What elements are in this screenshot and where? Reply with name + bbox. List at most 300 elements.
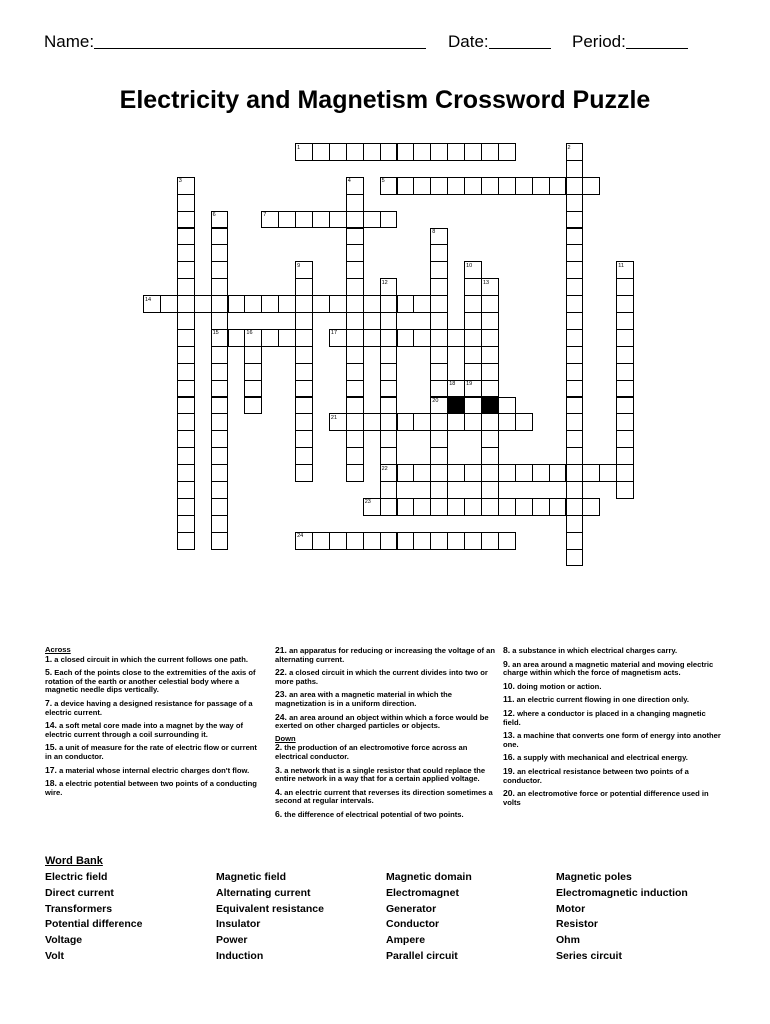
grid-cell[interactable] (211, 312, 229, 330)
grid-cell[interactable] (616, 278, 634, 296)
clue-item (275, 788, 497, 806)
grid-cell[interactable] (380, 143, 398, 161)
grid-cell[interactable] (244, 346, 262, 364)
grid-cell[interactable] (177, 397, 195, 415)
clue-text: an area around an object within which a force would be exerted on other charged particles or objects. (275, 712, 489, 731)
grid-cell[interactable] (430, 464, 448, 482)
clue-num: 12. (503, 707, 515, 718)
grid-cell[interactable] (430, 312, 448, 330)
grid-cell[interactable] (346, 244, 364, 262)
grid-cell[interactable] (177, 413, 195, 431)
grid-cell[interactable] (244, 380, 262, 398)
grid-cell[interactable] (346, 143, 364, 161)
clue-item (275, 743, 497, 761)
grid-cell[interactable] (211, 295, 229, 313)
grid-cell[interactable] (346, 261, 364, 279)
grid-cell[interactable] (346, 194, 364, 212)
grid-cell[interactable] (380, 397, 398, 415)
grid-cell[interactable] (261, 329, 279, 347)
grid-cell[interactable] (346, 211, 364, 229)
grid-cell[interactable] (177, 380, 195, 398)
grid-cell[interactable] (566, 363, 584, 381)
grid-cell[interactable] (211, 346, 229, 364)
grid-cell[interactable] (177, 447, 195, 465)
grid-cell[interactable] (430, 329, 448, 347)
grid-cell[interactable] (481, 143, 499, 161)
grid-cell[interactable] (261, 295, 279, 313)
clue-number: 19 (466, 381, 473, 388)
grid-cell[interactable] (346, 413, 364, 431)
clue-text: an electromotive force or potential difference used in volts (503, 789, 709, 807)
grid-cell[interactable] (616, 481, 634, 499)
word-bank-item: Resistor (556, 918, 599, 931)
grid-cell[interactable] (346, 464, 364, 482)
word-bank-item: Direct current (45, 886, 114, 899)
clue-text: a supply with mechanical and electrical energy. (514, 753, 688, 763)
clue-text: the production of an electromotive force across an electrical conductor. (275, 743, 468, 761)
grid-cell[interactable] (447, 413, 465, 431)
grid-cell[interactable] (447, 329, 465, 347)
grid-cell[interactable] (515, 177, 533, 195)
grid-cell[interactable] (380, 532, 398, 550)
grid-cell[interactable] (616, 430, 634, 448)
clue-number: 5 (381, 178, 385, 185)
grid-cell[interactable] (481, 177, 499, 195)
grid-cell[interactable] (397, 464, 415, 482)
grid-cell[interactable] (397, 143, 415, 161)
clue-number: 24 (297, 533, 304, 540)
grid-cell[interactable] (177, 228, 195, 246)
grid-cell[interactable] (616, 447, 634, 465)
grid-cell[interactable] (211, 397, 229, 415)
grid-cell[interactable] (566, 228, 584, 246)
clue-num: 14. (45, 720, 57, 731)
down-clues-col3 (503, 646, 725, 811)
grid-cell[interactable] (430, 481, 448, 499)
grid-cell[interactable] (211, 228, 229, 246)
grid-cell[interactable] (312, 532, 330, 550)
grid-cell[interactable] (211, 261, 229, 279)
grid-cell[interactable] (566, 177, 584, 195)
grid-cell[interactable] (329, 532, 347, 550)
grid-cell[interactable] (295, 430, 313, 448)
grid-cell[interactable] (481, 532, 499, 550)
grid-cell[interactable] (464, 397, 482, 415)
grid-cell[interactable] (177, 244, 195, 262)
grid-cell[interactable] (464, 312, 482, 330)
grid-cell[interactable] (566, 447, 584, 465)
grid-cell[interactable] (295, 464, 313, 482)
grid-cell[interactable] (498, 413, 516, 431)
grid-cell[interactable] (346, 447, 364, 465)
grid-cell[interactable] (447, 464, 465, 482)
grid-cell[interactable] (447, 498, 465, 516)
grid-cell[interactable] (566, 278, 584, 296)
grid-cell[interactable] (566, 549, 584, 567)
grid-cell[interactable] (346, 363, 364, 381)
grid-cell[interactable] (228, 329, 246, 347)
grid-cell[interactable] (464, 464, 482, 482)
word-bank-item: Volt (45, 949, 65, 962)
grid-cell[interactable] (211, 532, 229, 550)
grid-cell[interactable] (380, 295, 398, 313)
grid-cell[interactable] (430, 244, 448, 262)
clue-number: 13 (483, 279, 490, 286)
grid-cell[interactable] (447, 143, 465, 161)
grid-cell[interactable] (194, 295, 212, 313)
grid-cell[interactable] (616, 312, 634, 330)
grid-cell[interactable] (430, 177, 448, 195)
grid-cell[interactable] (346, 346, 364, 364)
grid-cell[interactable] (498, 532, 516, 550)
grid-cell[interactable] (616, 329, 634, 347)
grid-cell[interactable] (211, 278, 229, 296)
grid-cell[interactable] (616, 397, 634, 415)
grid-cell[interactable] (397, 295, 415, 313)
grid-cell[interactable] (211, 430, 229, 448)
clue-text: a soft metal core made into a magnet by the way of electric current through a coil surrounding it. (45, 721, 244, 739)
grid-cell[interactable] (481, 329, 499, 347)
clue-num: 10. (503, 680, 515, 691)
grid-cell[interactable] (177, 312, 195, 330)
grid-cell[interactable] (566, 481, 584, 499)
grid-cell[interactable] (312, 143, 330, 161)
grid-cell[interactable] (464, 143, 482, 161)
grid-cell[interactable] (397, 413, 415, 431)
clue-number: 21 (330, 414, 338, 421)
grid-cell[interactable] (447, 177, 465, 195)
black-cell (447, 397, 465, 415)
grid-cell[interactable] (566, 430, 584, 448)
grid-cell[interactable] (532, 498, 550, 516)
word-bank-item: Magnetic domain (386, 871, 472, 883)
grid-cell[interactable] (566, 312, 584, 330)
grid-cell[interactable] (295, 211, 313, 229)
grid-cell[interactable] (481, 312, 499, 330)
grid-cell[interactable] (430, 295, 448, 313)
grid-cell[interactable] (515, 413, 533, 431)
grid-cell[interactable] (566, 211, 584, 229)
grid-cell[interactable] (380, 211, 398, 229)
grid-cell[interactable] (464, 498, 482, 516)
grid-cell[interactable] (413, 464, 431, 482)
grid-cell[interactable] (464, 177, 482, 195)
grid-cell[interactable] (211, 380, 229, 398)
grid-cell[interactable] (211, 447, 229, 465)
clue-number: 10 (466, 262, 473, 269)
grid-cell[interactable] (481, 295, 499, 313)
grid-cell[interactable] (498, 143, 516, 161)
clue-text: an electric current that reverses its direction sometimes a second at regular intervals. (275, 787, 493, 806)
clue-text: a substance in which electrical charges carry. (510, 646, 678, 655)
grid-cell[interactable] (244, 397, 262, 415)
clue-num: 17. (45, 764, 57, 775)
grid-cell[interactable] (211, 363, 229, 381)
grid-cell[interactable] (312, 295, 330, 313)
grid-cell[interactable] (582, 498, 600, 516)
clue-item (503, 731, 725, 749)
grid-cell[interactable] (481, 413, 499, 431)
clue-text: an electrical resistance between two points of a conductor. (503, 766, 689, 785)
clue-number: 2 (567, 144, 571, 151)
grid-cell[interactable] (566, 346, 584, 364)
grid-cell[interactable] (616, 413, 634, 431)
grid-cell[interactable] (498, 464, 516, 482)
clue-num: 21. (275, 645, 287, 655)
grid-cell[interactable] (177, 430, 195, 448)
grid-cell[interactable] (380, 447, 398, 465)
grid-cell[interactable] (278, 295, 296, 313)
grid-cell[interactable] (211, 481, 229, 499)
grid-cell[interactable] (177, 532, 195, 550)
grid-cell[interactable] (413, 532, 431, 550)
clue-item (275, 668, 497, 686)
grid-cell[interactable] (464, 346, 482, 364)
grid-cell[interactable] (566, 532, 584, 550)
grid-cell[interactable] (295, 295, 313, 313)
grid-cell[interactable] (177, 194, 195, 212)
grid-cell[interactable] (346, 430, 364, 448)
grid-cell[interactable] (430, 447, 448, 465)
grid-cell[interactable] (532, 177, 550, 195)
grid-cell[interactable] (295, 278, 313, 296)
grid-cell[interactable] (481, 481, 499, 499)
grid-cell[interactable] (244, 363, 262, 381)
grid-cell[interactable] (380, 430, 398, 448)
grid-cell[interactable] (566, 261, 584, 279)
grid-cell[interactable] (566, 413, 584, 431)
clue-num: 11. (503, 694, 515, 705)
grid-cell[interactable] (616, 363, 634, 381)
grid-cell[interactable] (177, 363, 195, 381)
grid-cell[interactable] (363, 143, 381, 161)
grid-cell[interactable] (549, 498, 567, 516)
grid-cell[interactable] (177, 261, 195, 279)
grid-cell[interactable] (329, 143, 347, 161)
grid-cell[interactable] (380, 380, 398, 398)
grid-cell[interactable] (430, 430, 448, 448)
grid-cell[interactable] (549, 177, 567, 195)
grid-cell[interactable] (329, 211, 347, 229)
grid-cell[interactable] (346, 295, 364, 313)
clue-item (275, 690, 497, 708)
grid-cell[interactable] (515, 498, 533, 516)
clue-text: a material whose internal electric charges don't flow. (56, 765, 250, 775)
grid-cell[interactable] (481, 430, 499, 448)
grid-cell[interactable] (464, 295, 482, 313)
grid-cell[interactable] (346, 278, 364, 296)
grid-cell[interactable] (295, 329, 313, 347)
grid-cell[interactable] (278, 329, 296, 347)
word-bank-col-1 (45, 870, 142, 965)
grid-cell[interactable] (616, 464, 634, 482)
grid-cell[interactable] (380, 312, 398, 330)
grid-cell[interactable] (566, 498, 584, 516)
clue-item (503, 646, 725, 656)
grid-cell[interactable] (295, 380, 313, 398)
grid-cell[interactable] (177, 211, 195, 229)
grid-cell[interactable] (211, 244, 229, 262)
grid-cell[interactable] (177, 481, 195, 499)
grid-cell[interactable] (481, 498, 499, 516)
word-bank-item: Electromagnet (386, 886, 459, 899)
grid-cell[interactable] (346, 329, 364, 347)
grid-cell[interactable] (295, 413, 313, 431)
clue-text: where a conductor is placed in a changing magnetic field. (503, 708, 706, 727)
grid-cell[interactable] (430, 346, 448, 364)
grid-cell[interactable] (295, 363, 313, 381)
grid-cell[interactable] (312, 211, 330, 229)
grid-cell[interactable] (566, 160, 584, 178)
grid-cell[interactable] (413, 413, 431, 431)
grid-cell[interactable] (430, 532, 448, 550)
clue-item (45, 766, 263, 776)
grid-cell[interactable] (363, 329, 381, 347)
period-label: Period: (572, 32, 626, 51)
grid-cell[interactable] (380, 498, 398, 516)
grid-cell[interactable] (481, 363, 499, 381)
grid-cell[interactable] (430, 261, 448, 279)
grid-cell[interactable] (295, 312, 313, 330)
grid-cell[interactable] (329, 295, 347, 313)
grid-cell[interactable] (481, 380, 499, 398)
grid-cell[interactable] (599, 464, 617, 482)
grid-cell[interactable] (549, 464, 567, 482)
clue-item (275, 713, 497, 731)
grid-cell[interactable] (430, 380, 448, 398)
word-bank-col-3 (386, 870, 472, 965)
clue-text: a unit of measure for the rate of electric flow or current in an conductor. (45, 743, 257, 761)
grid-cell[interactable] (566, 380, 584, 398)
clue-num: 23. (275, 689, 287, 700)
word-bank-item: Insulator (216, 918, 261, 931)
grid-cell[interactable] (160, 295, 178, 313)
grid-cell[interactable] (346, 228, 364, 246)
word-bank-item: Ohm (556, 934, 580, 947)
grid-cell[interactable] (498, 397, 516, 415)
grid-cell[interactable] (464, 278, 482, 296)
grid-cell[interactable] (380, 481, 398, 499)
grid-cell[interactable] (566, 397, 584, 415)
grid-cell[interactable] (464, 413, 482, 431)
grid-cell[interactable] (177, 464, 195, 482)
clue-text: a closed circuit in which the current follows one path. (52, 654, 248, 664)
grid-cell[interactable] (363, 211, 381, 229)
grid-cell[interactable] (464, 329, 482, 347)
grid-cell[interactable] (380, 329, 398, 347)
clue-item (503, 753, 725, 763)
word-bank-item: Motor (556, 902, 586, 915)
clue-num: 15. (45, 742, 57, 753)
grid-cell[interactable] (566, 464, 584, 482)
grid-cell[interactable] (363, 532, 381, 550)
grid-cell[interactable] (481, 464, 499, 482)
clue-num: 18. (45, 778, 57, 789)
grid-cell[interactable] (413, 295, 431, 313)
grid-cell[interactable] (447, 532, 465, 550)
grid-cell[interactable] (413, 177, 431, 195)
grid-cell[interactable] (295, 397, 313, 415)
grid-cell[interactable] (363, 413, 381, 431)
grid-cell[interactable] (380, 346, 398, 364)
grid-cell[interactable] (380, 363, 398, 381)
grid-cell[interactable] (346, 312, 364, 330)
grid-cell[interactable] (228, 295, 246, 313)
clue-num: 6. (275, 808, 283, 819)
grid-cell[interactable] (397, 329, 415, 347)
grid-cell[interactable] (582, 177, 600, 195)
grid-cell[interactable] (498, 177, 516, 195)
grid-cell[interactable] (430, 413, 448, 431)
grid-cell[interactable] (295, 346, 313, 364)
grid-cell[interactable] (177, 278, 195, 296)
word-bank-item: Parallel circuit (386, 949, 458, 962)
grid-cell[interactable] (397, 532, 415, 550)
grid-cell[interactable] (515, 464, 533, 482)
grid-cell[interactable] (566, 329, 584, 347)
grid-cell[interactable] (397, 177, 415, 195)
grid-cell[interactable] (430, 498, 448, 516)
word-bank-item: Voltage (45, 934, 83, 947)
grid-cell[interactable] (244, 295, 262, 313)
grid-cell[interactable] (177, 346, 195, 364)
grid-cell[interactable] (566, 295, 584, 313)
grid-cell[interactable] (481, 346, 499, 364)
grid-cell[interactable] (430, 363, 448, 381)
grid-cell[interactable] (211, 498, 229, 516)
grid-cell[interactable] (616, 295, 634, 313)
grid-cell[interactable] (177, 329, 195, 347)
grid-cell[interactable] (211, 413, 229, 431)
grid-cell[interactable] (566, 244, 584, 262)
grid-cell[interactable] (397, 498, 415, 516)
grid-cell[interactable] (278, 211, 296, 229)
grid-cell[interactable] (177, 515, 195, 533)
grid-cell[interactable] (582, 464, 600, 482)
clue-num: 8. (503, 645, 511, 655)
word-bank-col-2 (216, 870, 324, 965)
clue-text: a electric potential between two points of a conducting wire. (45, 779, 257, 797)
grid-cell[interactable] (413, 329, 431, 347)
word-bank-item: Alternating current (216, 886, 311, 899)
grid-cell[interactable] (363, 295, 381, 313)
grid-cell[interactable] (532, 464, 550, 482)
grid-cell[interactable] (566, 515, 584, 533)
grid-cell[interactable] (380, 413, 398, 431)
grid-cell[interactable] (464, 532, 482, 550)
grid-cell[interactable] (295, 447, 313, 465)
grid-cell[interactable] (616, 380, 634, 398)
grid-cell[interactable] (346, 532, 364, 550)
grid-cell[interactable] (430, 278, 448, 296)
grid-cell[interactable] (413, 143, 431, 161)
grid-cell[interactable] (430, 143, 448, 161)
grid-cell[interactable] (177, 498, 195, 516)
grid-cell[interactable] (211, 464, 229, 482)
word-bank-col-4 (556, 870, 688, 965)
grid-cell[interactable] (211, 515, 229, 533)
grid-cell[interactable] (481, 447, 499, 465)
grid-cell[interactable] (464, 363, 482, 381)
grid-cell[interactable] (413, 498, 431, 516)
clue-number: 12 (381, 279, 388, 286)
grid-cell[interactable] (346, 397, 364, 415)
grid-cell[interactable] (177, 295, 195, 313)
grid-cell[interactable] (346, 380, 364, 398)
grid-cell[interactable] (498, 498, 516, 516)
grid-cell[interactable] (616, 346, 634, 364)
grid-cell[interactable] (566, 194, 584, 212)
